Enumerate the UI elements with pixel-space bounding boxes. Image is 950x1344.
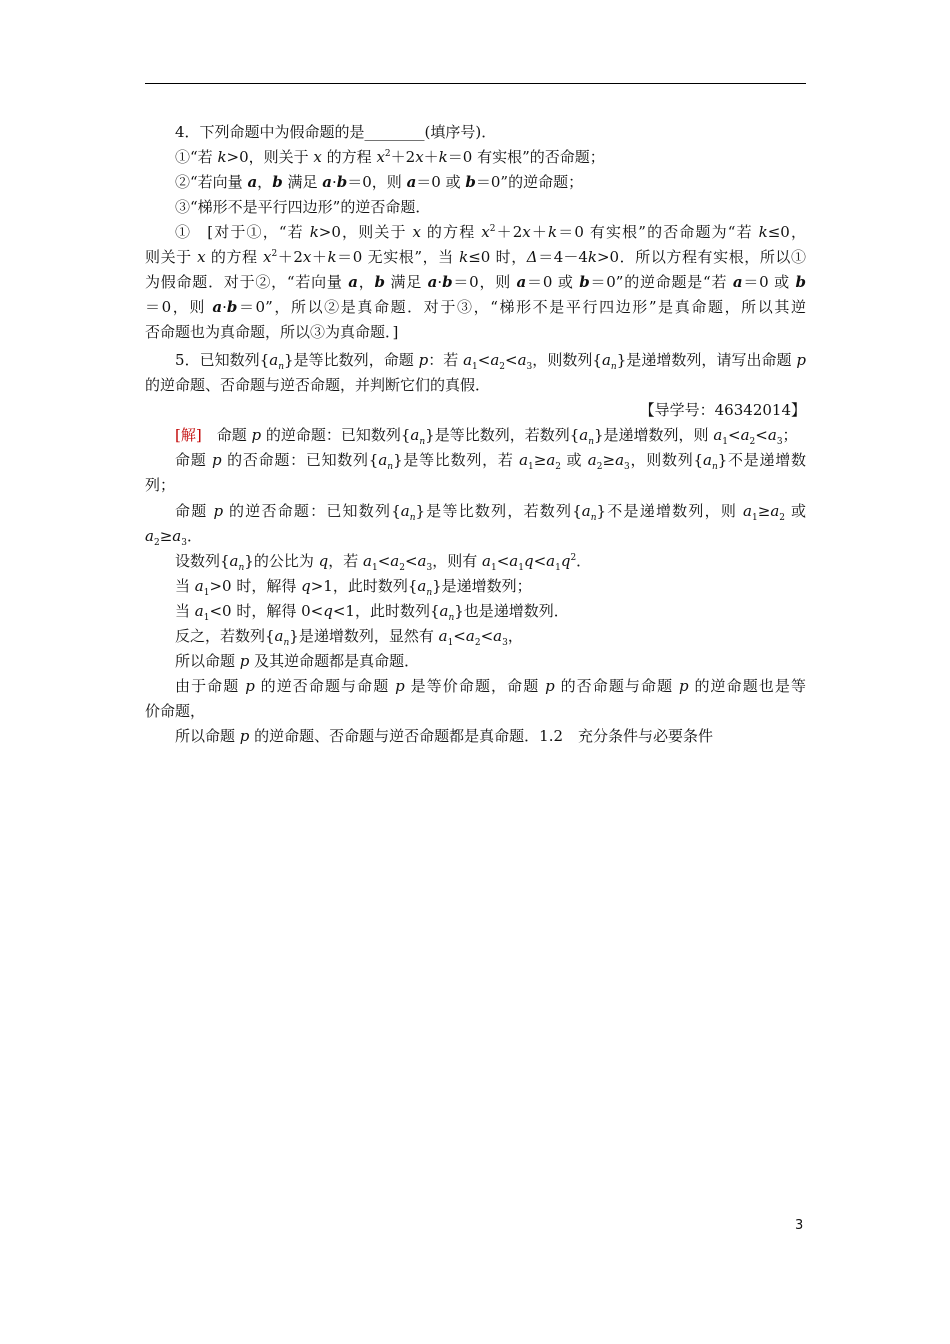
solution-line-6: 设数列$\{a_n\}$的公比为 q，若 $a_1<a_2<a_3$，则有 $a_1<a_1q<a_1q^2$． (175, 552, 592, 573)
solution-tag: [解] (175, 426, 202, 444)
solution-line-13: 所以命题 p 的逆命题、否命题与逆否命题都是真命题．1.2 充分条件与必要条件 (175, 727, 714, 745)
solution-line-1: [解] 命题 p 的逆命题：已知数列$\{a_n\}$是等比数列，若数列$\{a_n\}$是递增数列，则 $a_1<a_2<a_3$； (175, 426, 798, 447)
answer-line-5: 否命题也为真命题，所以③为真命题．] (145, 323, 399, 341)
solution-line-8: 当 $a_1<0$ 时，解得 0<q<1，此时数列$\{a_n\}$也是递增数列． (175, 602, 569, 623)
solution-line-7: 当 $a_1>0$ 时，解得 q>1，此时数列$\{a_n\}$是递增数列； (175, 577, 532, 598)
answer-line-2: 则关于 x 的方程 $x^2+2x+k=0$ 无实根”，当 k≤0 时，Δ＝4－4k>0．所以方程有实根，所以① (145, 248, 806, 266)
solution-line-10: 所以命题 p 及其逆命题都是真命题． (175, 652, 420, 670)
problem-5-stem-line-2: 的逆命题、否命题与逆否命题，并判断它们的真假． (145, 376, 491, 394)
problem-4-item-2: ②“若向量 a，b 满足 a·b＝0，则 a＝0 或 b＝0”的逆命题； (175, 173, 584, 191)
solution-line-9: 反之，若数列$\{a_n\}$是递增数列，显然有 $a_1<a_2<a_3$， (175, 627, 523, 648)
answer-line-3: 为假命题．对于②，“若向量 a，b 满足 a·b＝0，则 a＝0 或 b＝0”的逆命题是“若 a＝0 或 b (145, 273, 806, 291)
problem-4-stem: 4．下列命题中为假命题的是________(填序号)． (175, 123, 497, 141)
solution-line-2: 命题 p 的否命题：已知数列$\{a_n\}$是等比数列，若 $a_1\ge a_2$ 或 $a_2\ge a_3$，则数列$\{a_n\}$不是递增数 (175, 451, 806, 472)
answer-line-1: ① [对于①，“若 k>0，则关于 x 的方程 $x^2+2x+k=0$ 有实根”的否命题为“若 k≤0， (175, 223, 806, 241)
problem-5-stem-line-1: 5．已知数列$\{a_n\}$是等比数列，命题 p：若 $a_1<a_2<a_3$，则数列$\{a_n\}$是递增数列，请写出命题 p (175, 351, 806, 372)
problem-4-item-1: ①“若 k>0，则关于 x 的方程 $x^2+2x+k=0$ 有实根”的否命题； (175, 148, 605, 166)
problem-4-item-3: ③“梯形不是平行四边形”的逆否命题． (175, 198, 431, 216)
answer-line-4: ＝0，则 a·b＝0”，所以②是真命题．对于③，“梯形不是平行四边形”是真命题，所以其逆 (145, 298, 806, 316)
solution-line-3: 列； (145, 476, 176, 494)
header-rule (145, 83, 806, 84)
guide-number: 【导学号：46342014】 (639, 401, 806, 419)
solution-line-5: $a_2\ge a_3$． (145, 527, 202, 548)
page-number: 3 (795, 1218, 804, 1233)
answer-blank: ________ (364, 123, 425, 141)
solution-line-11: 由于命题 p 的逆否命题与命题 p 是等价命题，命题 p 的否命题与命题 p 的逆命题也是等 (175, 677, 806, 695)
solution-line-12: 价命题， (145, 702, 206, 720)
solution-line-4: 命题 p 的逆否命题：已知数列$\{a_n\}$是等比数列，若数列$\{a_n\}$不是递增数列，则 $a_1\ge a_2$ 或 (175, 502, 806, 523)
